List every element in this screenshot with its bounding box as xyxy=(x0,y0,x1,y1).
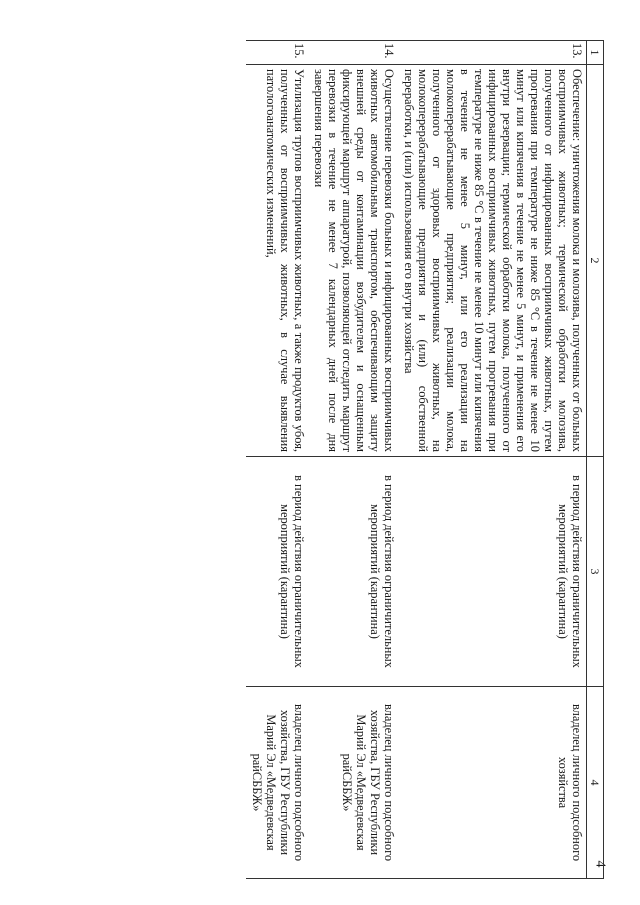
measure-period: в период действия ограничительных мероприятий (карантина) xyxy=(398,457,587,687)
table-header-row xyxy=(587,41,604,879)
table-row xyxy=(398,41,587,879)
column-header-2: 2 xyxy=(587,65,604,457)
column-header-4: 4 xyxy=(587,687,604,879)
column-header-3: 3 xyxy=(587,457,604,687)
page-number: 4 xyxy=(592,860,608,868)
measure-responsible: владелец личного подсобного хозяйства, ГБУ Республики Марий Эл «Медведевская райСББЖ» xyxy=(246,687,308,879)
measure-text: Осуществление перевозки больных и инфицированных восприимчивых животных автомобильным транспортом, обеспечивающим защиту внешней среды от контаминации возбудителем и оснащенным фиксирующей маршрут аппаратурой, позволяющей отследить маршрут перевозки в течение не менее 7 календарных дней после дня завершения перевозки xyxy=(308,65,398,457)
table-row xyxy=(308,41,398,879)
row-number: 14. xyxy=(308,41,398,65)
measure-period: в период действия ограничительных мероприятий (карантина) xyxy=(246,457,308,687)
column-header-1: 1 xyxy=(587,41,604,65)
row-number: 15. xyxy=(246,41,308,65)
row-number: 13. xyxy=(398,41,587,65)
measure-responsible: владелец личного подсобного хозяйства, ГБУ Республики Марий Эл «Медведевская райСББЖ» xyxy=(308,687,398,879)
measure-period: в период действия ограничительных мероприятий (карантина) xyxy=(308,457,398,687)
measure-text: Утилизация трупов восприимчивых животных, а также продуктов убоя, полученных от восприимчивых животных, в случае выявления патологоанатомических изменений, xyxy=(246,65,308,457)
measure-responsible: владелец личного подсобного хозяйства xyxy=(398,687,587,879)
table-row xyxy=(246,41,308,879)
measures-table xyxy=(246,40,604,879)
measure-text: Обеспечение: уничтожения молока и молозива, полученных от больных восприимчивых животных; термической обработки молозива, полученного от инфицированных восприимчивых животных, путем прогревания при температуре не ниже 85 °С в течение не менее 10 минут или кипячения в течение не менее 5 минут, и применения его внутри резервации; термической обработки молока, полученного от инфицированных восприимчивых животных, путем прогревания при температуре не ниже 85 °С в течение не менее 10 минут или кипячения в течение не менее 5 минут, или его реализации на молокоперерабатывающие предприятия; реализации молока, полученного от здоровых восприимчивых животных, на молокоперерабатывающие предприятия и (или) собственной переработки, и (или) использования его внутри хозяйства xyxy=(398,65,587,457)
